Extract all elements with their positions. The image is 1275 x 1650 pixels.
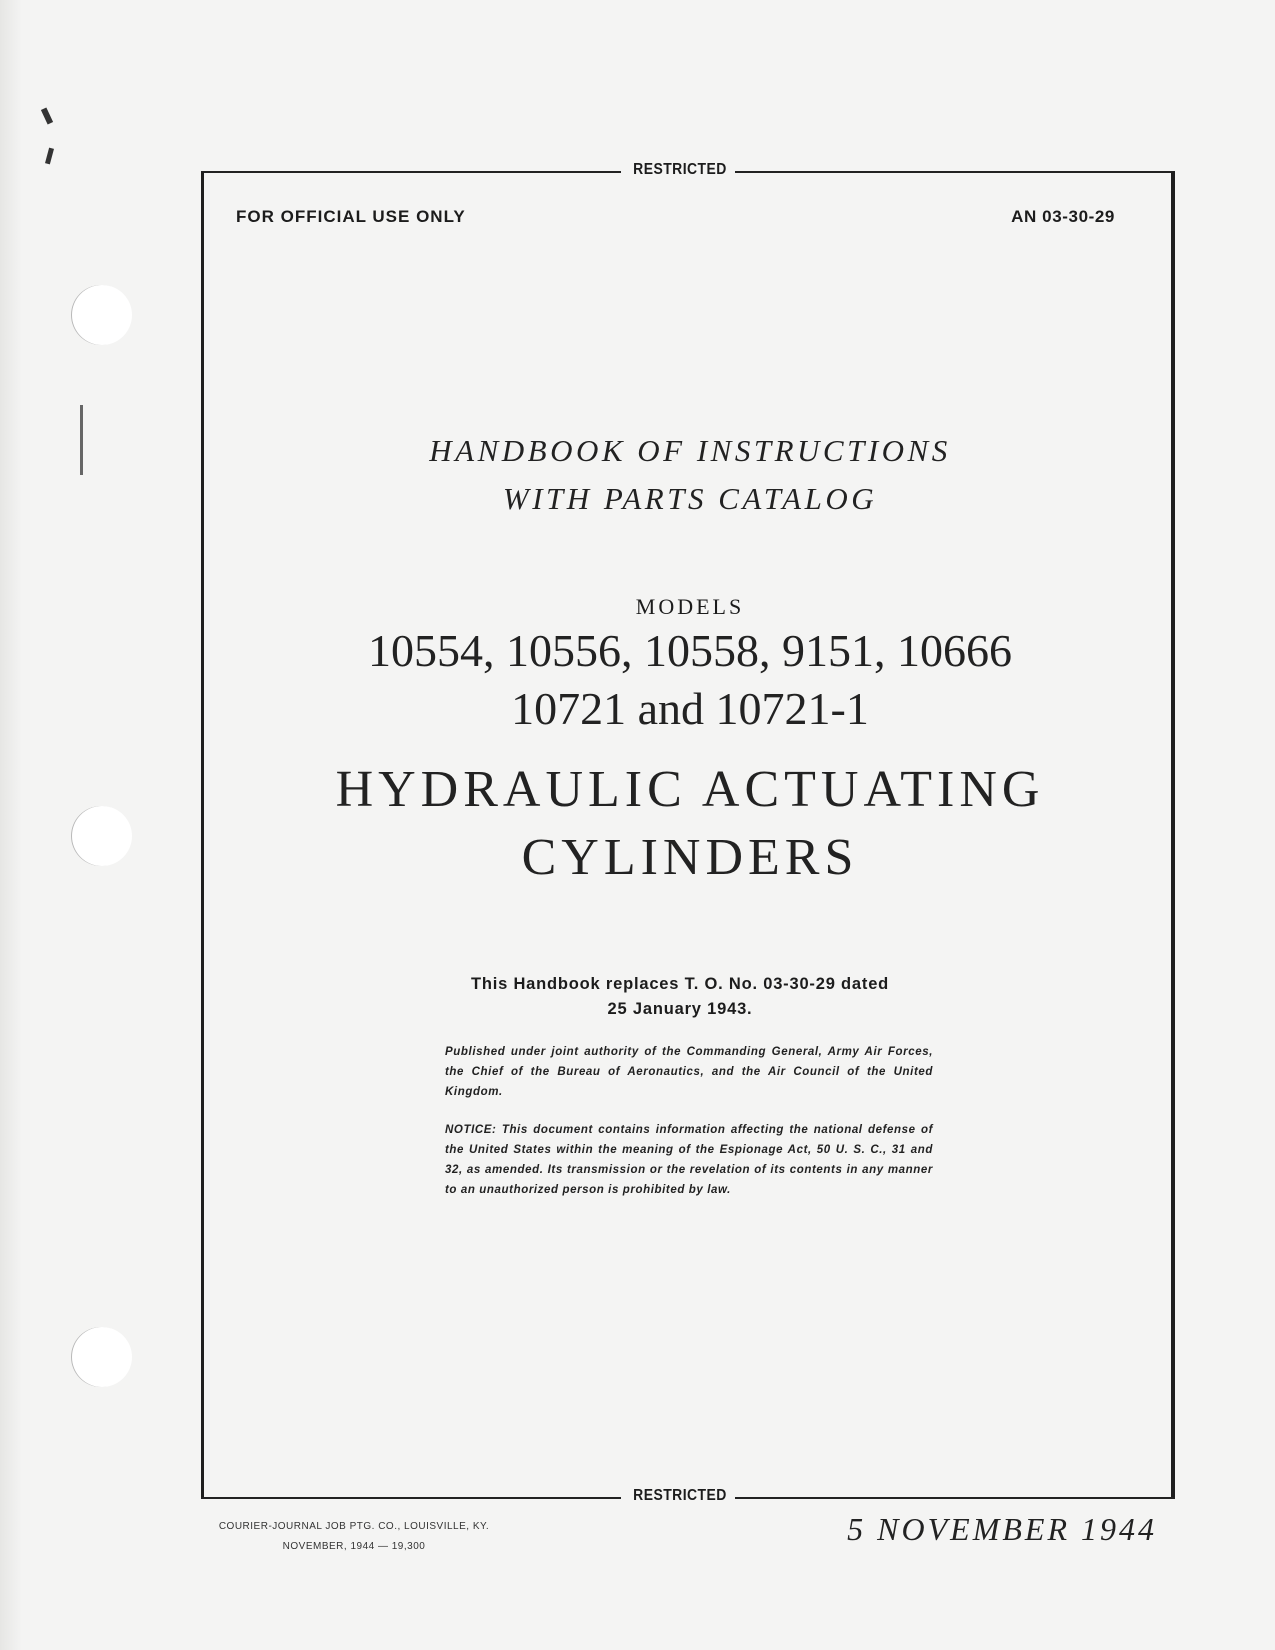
page-edge-shadow xyxy=(0,0,22,1650)
scan-mark xyxy=(41,107,53,124)
classification-top: RESTRICTED xyxy=(626,161,734,179)
handbook-title-line-1: HANDBOOK OF INSTRUCTIONS xyxy=(429,433,951,468)
models-list-line-1: 10554, 10556, 10558, 9151, 10666 xyxy=(368,625,1012,676)
scan-mark xyxy=(45,148,54,165)
classification-bottom: RESTRICTED xyxy=(626,1487,734,1505)
punch-hole-middle xyxy=(72,806,132,866)
bottom-rule-left xyxy=(201,1497,621,1499)
subject-title-line-1: HYDRAULIC ACTUATING xyxy=(335,761,1045,818)
document-number: AN 03-30-29 xyxy=(1011,207,1115,226)
scan-mark xyxy=(80,405,83,475)
bottom-rule-right xyxy=(735,1497,1175,1499)
punch-hole-bottom xyxy=(72,1327,132,1387)
official-use-label: FOR OFFICIAL USE ONLY xyxy=(236,207,466,226)
printer-line-1: COURIER-JOURNAL JOB PTG. CO., LOUISVILLE, KY. xyxy=(218,1521,490,1532)
notice-paragraph: NOTICE: This document contains information affecting the national defense of the United States within the meaning of the Espionage Act, 50 U. S. C., 31 and 32, as amended. Its transmission or the revelation of its contents in any manner to an unauthorized person is prohibited by law. xyxy=(445,1124,933,1196)
handbook-title-line-2: WITH PARTS CATALOG xyxy=(502,481,878,516)
models-list-line-2: 10721 and 10721-1 xyxy=(511,683,869,734)
printer-line-2: NOVEMBER, 1944 — 19,300 xyxy=(282,1541,426,1552)
replacement-note-line-2: 25 January 1943. xyxy=(607,1000,753,1018)
publication-date: 5 NOVEMBER 1944 xyxy=(847,1511,1157,1547)
replacement-note-line-1: This Handbook replaces T. O. No. 03-30-29 dated xyxy=(470,975,890,993)
subject-title-line-2: CYLINDERS xyxy=(521,829,859,886)
printer-imprint xyxy=(204,1517,504,1557)
models-label: MODELS xyxy=(635,594,745,619)
punch-hole-top xyxy=(72,285,132,345)
authority-paragraph: Published under joint authority of the Commanding General, Army Air Forces, the Chief of the Bureau of Aeronautics, and the Air Council of the United Kingdom. xyxy=(445,1046,933,1098)
